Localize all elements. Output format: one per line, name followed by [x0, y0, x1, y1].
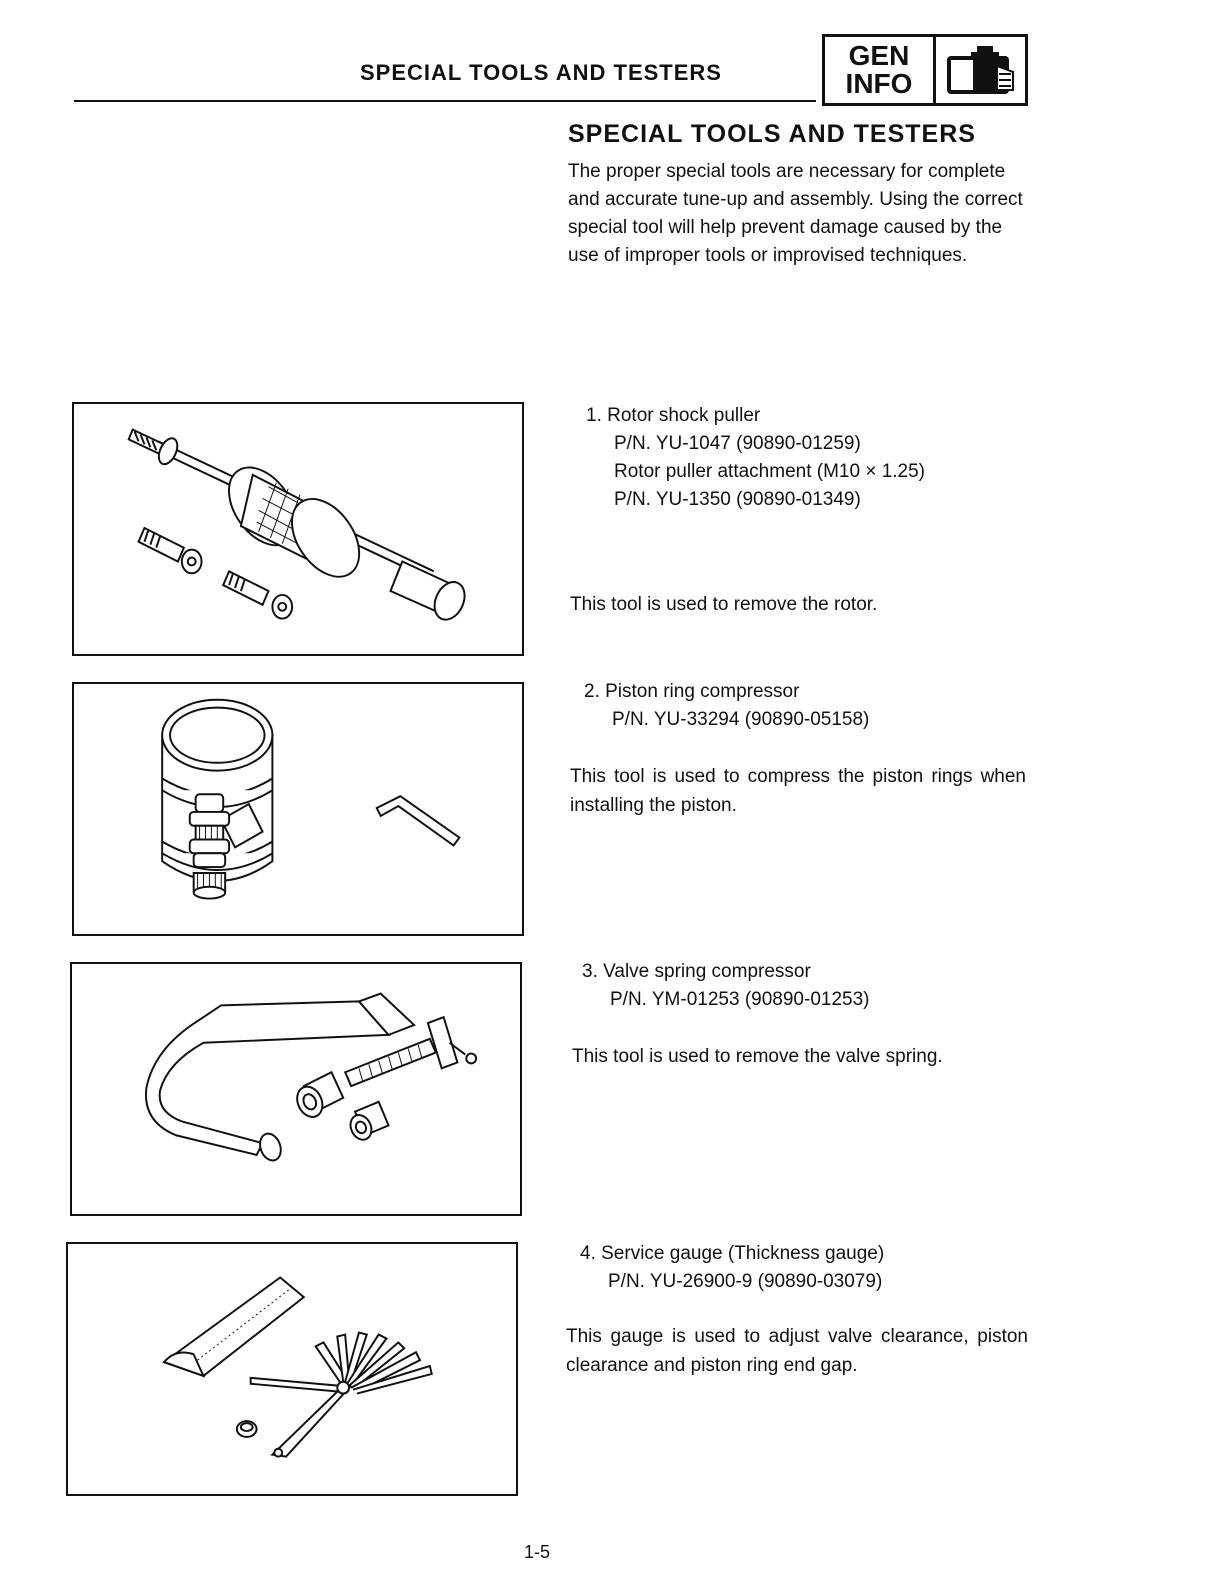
- tool-4-line-1: P/N. YU-26900-9 (90890-03079): [608, 1271, 883, 1292]
- piston-ring-compressor-illustration: [72, 682, 524, 936]
- badge-text: [825, 37, 936, 103]
- section-title: SPECIAL TOOLS AND TESTERS: [568, 120, 976, 148]
- intro-paragraph: The proper special tools are necessary for complete and accurate tune-up and assembly. Using the correct special tool will help prevent damage caused by the use of improper tools or improvised techniques.: [568, 161, 1023, 266]
- tool-1-text: [572, 402, 925, 514]
- badge-line-gen: GEN: [848, 40, 910, 71]
- badge-line-info: INFO: [845, 68, 913, 99]
- tool-3-line-1: P/N. YM-01253 (90890-01253): [610, 989, 870, 1010]
- tool-3-description: This tool is used to remove the valve spring.: [572, 1046, 943, 1067]
- rotor-shock-puller-illustration: [72, 402, 524, 656]
- tool-2-text: [570, 678, 869, 734]
- tool-3-text: [568, 958, 869, 1014]
- tool-2-title: 2. Piston ring compressor: [584, 681, 800, 702]
- tool-1-line-3: P/N. YU-1350 (90890-01349): [614, 489, 861, 510]
- page-header-title: SPECIAL TOOLS AND TESTERS: [360, 60, 722, 85]
- page-number: 1-5: [524, 1542, 551, 1562]
- thickness-gauge-illustration: [66, 1242, 518, 1496]
- tool-1-line-1: P/N. YU-1047 (90890-01259): [614, 433, 861, 454]
- tool-2-line-1: P/N. YU-33294 (90890-05158): [612, 709, 870, 730]
- valve-spring-compressor-illustration: [70, 962, 522, 1216]
- tool-1-description: This tool is used to remove the rotor.: [570, 594, 878, 615]
- tool-4-description: This gauge is used to adjust valve clearance, piston clearance and piston ring end gap.: [566, 1326, 1028, 1376]
- tool-4-title: 4. Service gauge (Thickness gauge): [580, 1243, 885, 1264]
- tool-2-description: This tool is used to compress the piston rings when installing the piston.: [570, 766, 1026, 816]
- tool-3-title: 3. Valve spring compressor: [582, 961, 811, 982]
- motorcycle-info-icon: [936, 37, 1025, 103]
- tool-1-line-2: Rotor puller attachment (M10 × 1.25): [614, 461, 926, 482]
- tool-1-title: 1. Rotor shock puller: [586, 405, 761, 426]
- section-badge: [822, 34, 1028, 106]
- tool-4-text: [566, 1240, 884, 1296]
- header-rule: [74, 100, 816, 102]
